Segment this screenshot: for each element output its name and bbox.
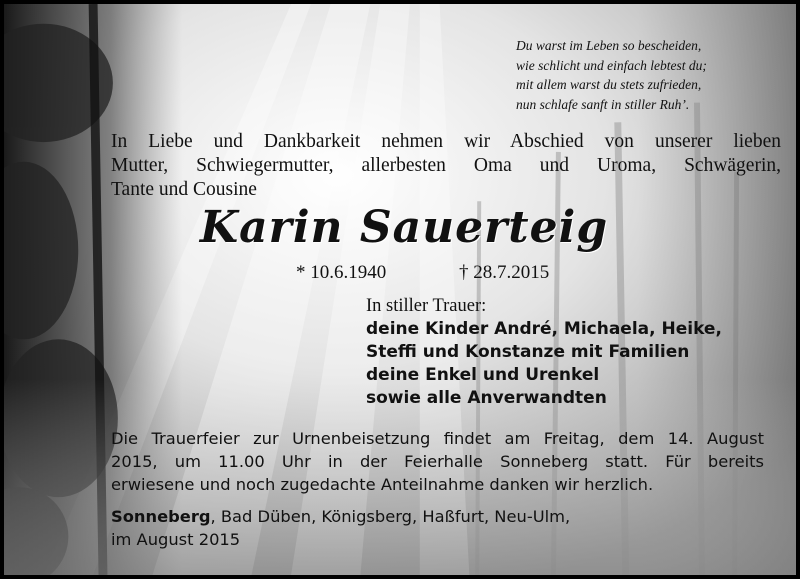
poem-line: nun schlafe sanft in stiller Ruh’. [516, 96, 690, 112]
place-others: , Bad Düben, Königsberg, Haßfurt, Neu-Ulm, [210, 507, 571, 526]
birth-date: * 10.6.1940 [296, 262, 387, 283]
funeral-line: 2015, um 11.00 Uhr in der Feierhalle Sonneberg statt. Für bereits [111, 452, 764, 471]
mourners-line: sowie alle Anverwandten [366, 388, 607, 408]
place-and-date [111, 505, 671, 551]
intro-line: Tante und Cousine [111, 179, 257, 200]
poem-line: wie schlicht und einfach lebtest du; [516, 57, 707, 73]
mourners-block [366, 295, 766, 410]
deceased-name: Karin Sauerteig [199, 202, 609, 253]
funeral-announcement [111, 427, 764, 496]
poem-line: Du warst im Leben so bescheiden, [516, 38, 702, 53]
mourners-line: deine Enkel und Urenkel [366, 365, 600, 385]
funeral-line: erwiesene und noch zugedachte Anteilnahme danken wir herzlich. [111, 475, 654, 494]
notice-date: im August 2015 [111, 530, 241, 549]
death-date: † 28.7.2015 [459, 262, 550, 283]
intro-text [111, 130, 781, 202]
place-line [111, 505, 671, 528]
mourners-line: Steffi und Konstanze mit Familien [366, 342, 690, 362]
notice-content [4, 4, 796, 575]
funeral-line: Die Trauerfeier zur Urnenbeisetzung findet am Freitag, dem 14. August [111, 429, 764, 448]
intro-line: In Liebe und Dankbarkeit nehmen wir Abschied von unserer lieben [111, 131, 781, 152]
mourners-heading: In stiller Trauer: [366, 296, 487, 316]
poem [516, 36, 786, 114]
poem-line: mit allem warst du stets zufrieden, [516, 77, 702, 92]
intro-line: Mutter, Schwiegermutter, allerbesten Oma und Uroma, Schwägerin, [111, 155, 781, 176]
place-main: Sonneberg [111, 507, 211, 526]
mourners-line: deine Kinder André, Michaela, Heike, [366, 319, 722, 339]
